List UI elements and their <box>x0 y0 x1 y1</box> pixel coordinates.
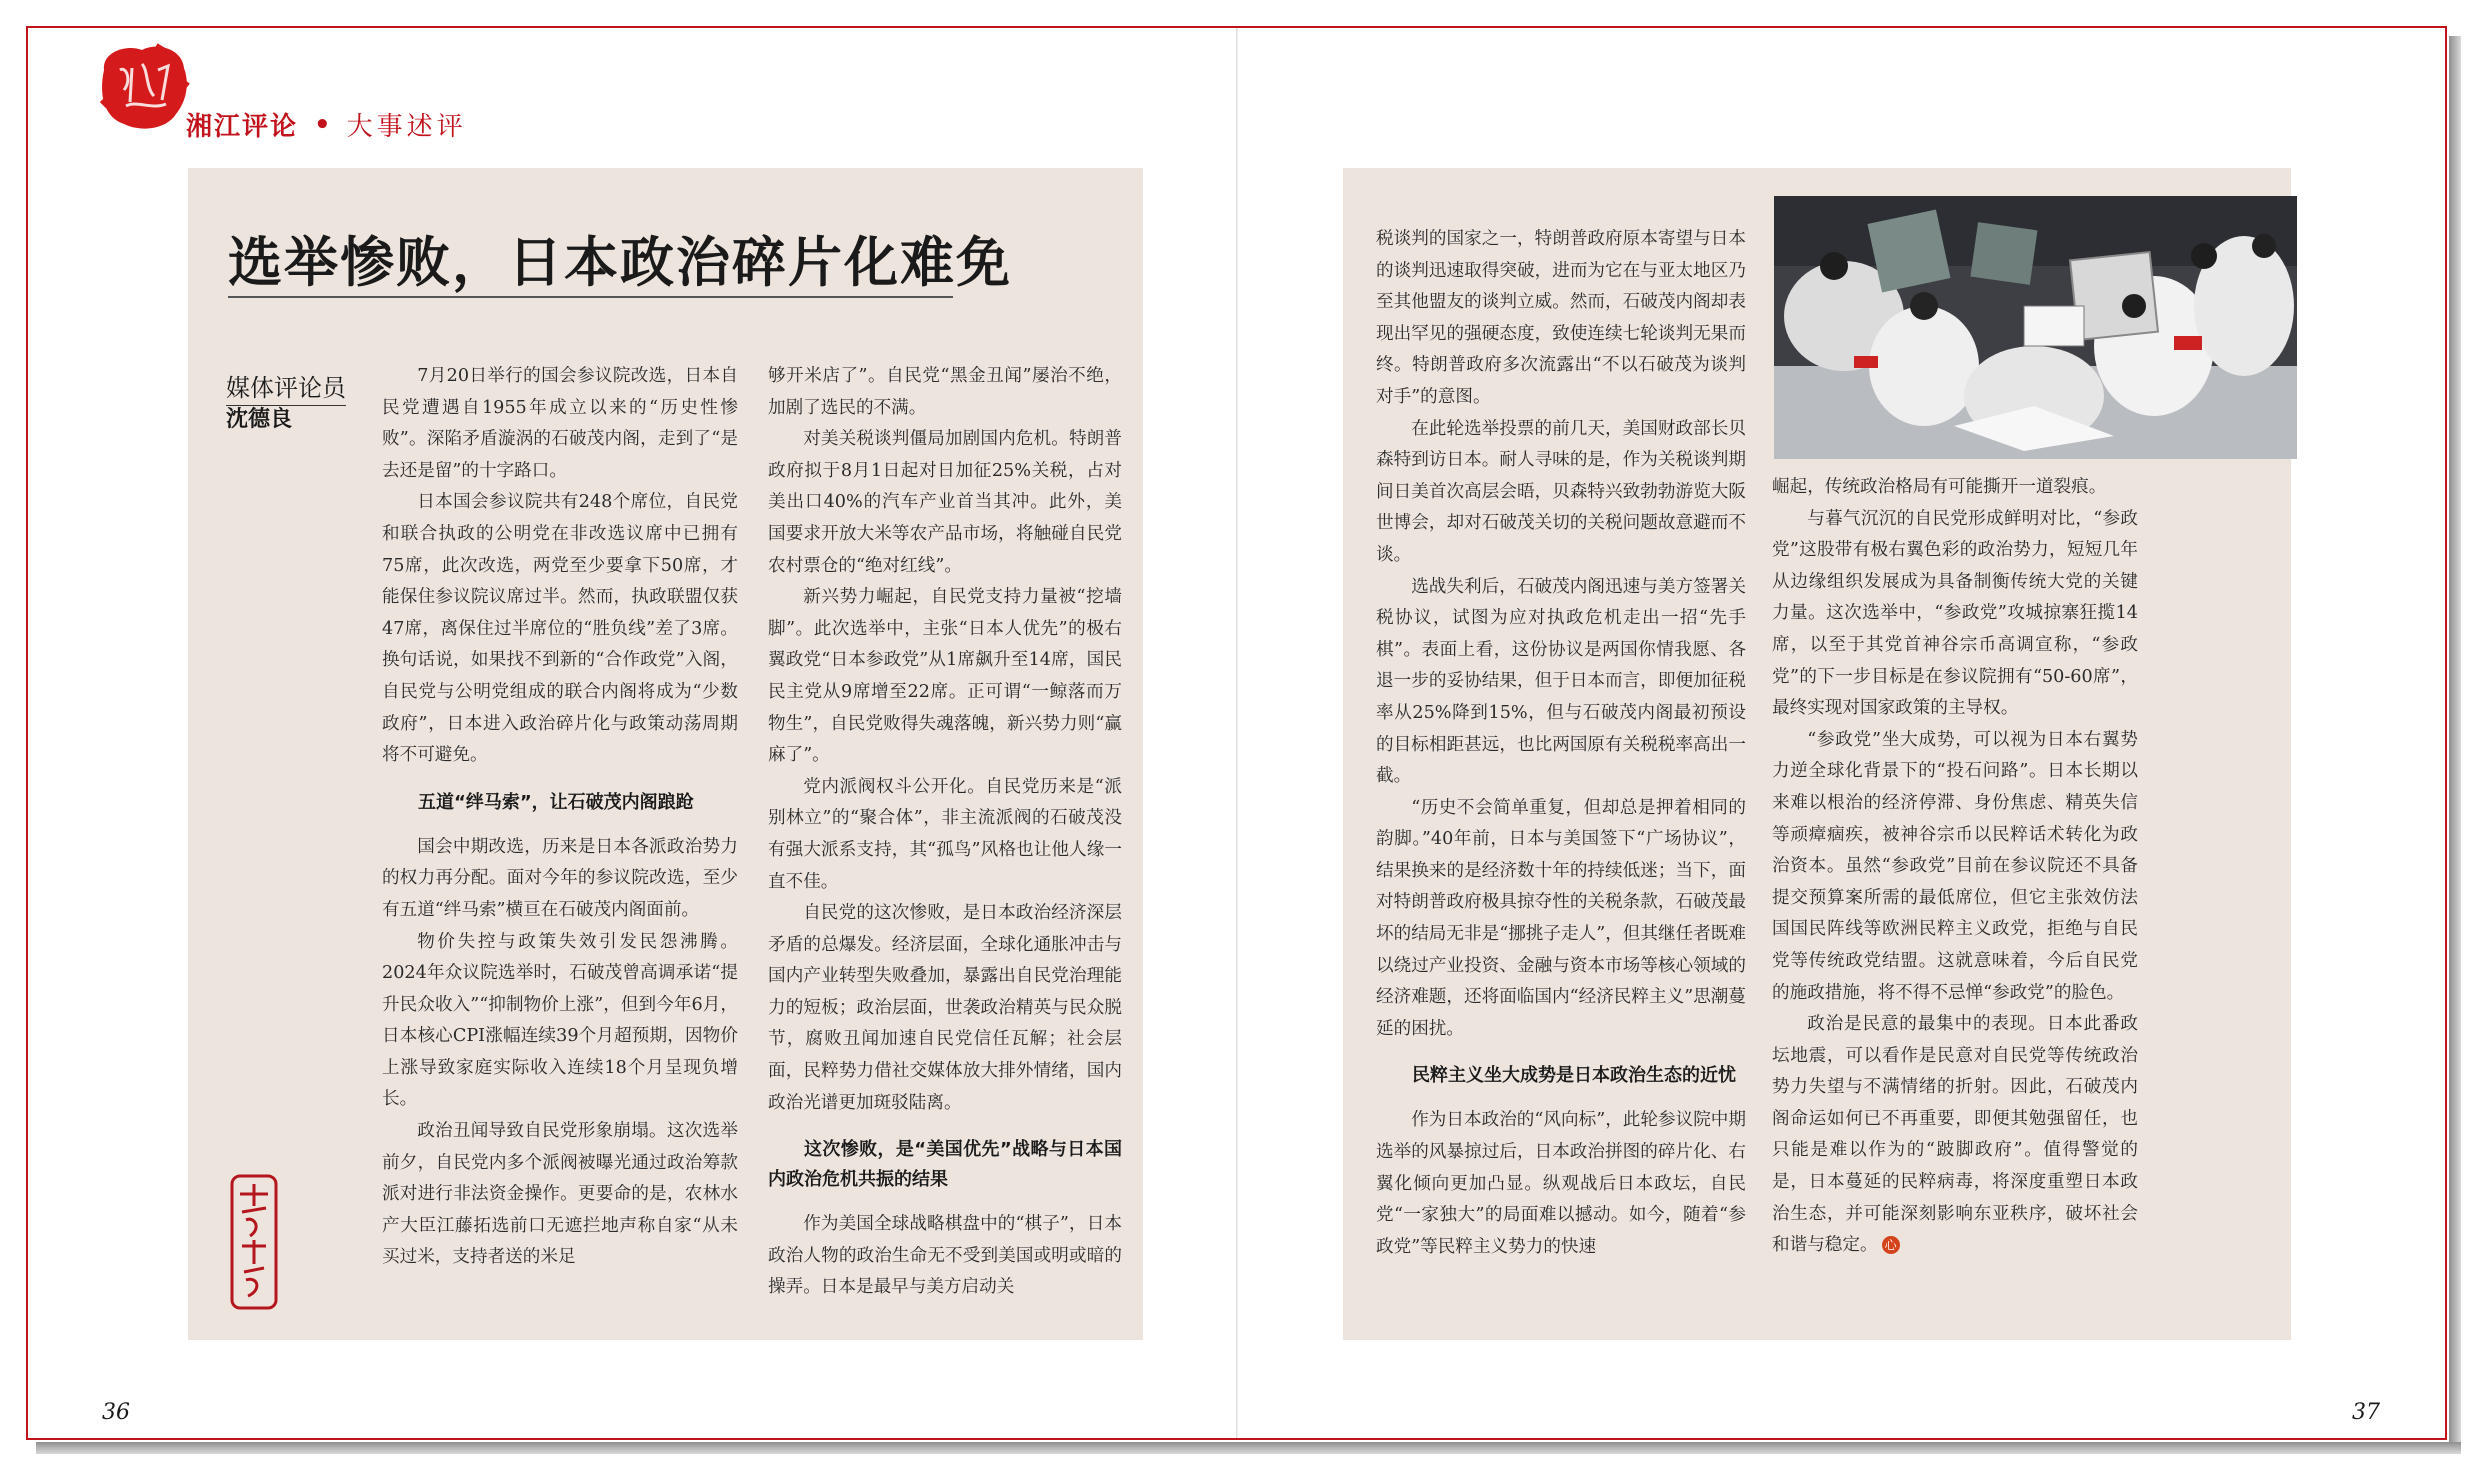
paragraph: 国会中期改选，历来是日本各派政治势力的权力再分配。面对今年的参议院改选，至少有五道“绊马索”横亘在石破茂内阁面前。 <box>382 836 738 920</box>
section-name: 大事述评 <box>346 112 467 142</box>
article-column-2 <box>768 361 1122 1323</box>
author-role: 媒体评论员 <box>226 368 346 406</box>
article-column-3 <box>1376 224 1746 1324</box>
magazine-brand: 湘江评论 <box>186 112 299 142</box>
paragraph: 作为美国全球战略棋盘中的“棋子”，日本政治人物的政治生命无不受到美国或明或暗的操弄。日本是最早与美方启动关 <box>768 1214 1122 1298</box>
page-shadow-bottom <box>36 1442 2461 1454</box>
paragraph <box>1772 1009 2138 1262</box>
paragraph-continued: 崛起，传统政治格局有可能撕开一道裂痕。 <box>1772 477 2107 497</box>
section-heading: 这次惨败，是“美国优先”战略与日本国内政治危机共振的结果 <box>768 1139 1122 1191</box>
paragraph: 7月20日举行的国会参议院改选，日本自民党遭遇自1955年成立以来的“历史性惨败”。深陷矛盾漩涡的石破茂内阁，走到了“是去还是留”的十字路口。 <box>382 366 738 481</box>
paragraph: 与暮气沉沉的自民党形成鲜明对比，“参政党”这股带有极右翼色彩的政治势力，短短几年从边缘组织发展成为具备制衡传统大党的关键力量。这次选举中，“参政党”攻城掠寨狂揽14席，以至于其党首神谷宗币高调宣称，“参政党”的下一步目标是在参议院拥有“50-60席”，最终实现对国家政策的主导权。 <box>1772 508 2138 719</box>
running-header <box>186 106 467 143</box>
paragraph: 自民党的这次惨败，是日本政治经济深层矛盾的总爆发。经济层面，全球化通胀冲击与国内产业转型失败叠加，暴露出自民党治理能力的短板；政治层面，世袭政治精英与民众脱节，腐败丑闻加速自民党信任瓦解；社会层面，民粹势力借社交媒体放大排外情绪，国内政治光谱更加斑驳陆离。 <box>768 903 1122 1113</box>
spread-gutter <box>1236 28 1238 1438</box>
paragraph: “历史不会简单重复，但却总是押着相同的韵脚。”40年前，日本与美国签下“广场协议”，结果换来的是经济数十年的持续低迷；当下，面对特朗普政府极具掠夺性的关税条款，石破茂最坏的结局无非是“挪挑子走人”，但其继任者既难以绕过产业投资、金融与资本市场等核心领域的经济难题，还将面临国内“经济民粹主义”思潮蔓延的困扰。 <box>1376 797 1746 1039</box>
article-column-4 <box>1772 472 2138 1324</box>
paragraph: 在此轮选举投票的前几天，美国财政部长贝森特到访日本。耐人寻味的是，作为关税谈判期间日美首次高层会晤，贝森特兴致勃勃游览大阪世博会，却对石破茂关切的关税问题故意避而不谈。 <box>1376 418 1746 565</box>
vote-counting-photo <box>1774 196 2297 459</box>
page-number-right: 37 <box>2352 1400 2380 1425</box>
paragraph: 对美关税谈判僵局加剧国内危机。特朗普政府拟于8月1日起对日加征25%关税，占对美出口40%的汽车产业首当其冲。此外，美国要求开放大米等农产品市场，将触碰自民党农村票仓的“绝对红线”。 <box>768 429 1122 576</box>
news-commentary-seal-logo <box>96 40 191 135</box>
paragraph-continued: 够开米店了”。自民党“黑金丑闻”屡治不绝，加剧了选民的不满。 <box>768 366 1122 418</box>
paragraph-text: 政治是民意的最集中的表现。日本此番政坛地震，可以看作是民意对自民党等传统政治势力失望与不满情绪的折射。因此，石破茂内阁命运如何已不再重要，即便其勉强留任，也只能是难以作为的“跛脚政府”。值得警觉的是，日本蔓延的民粹病毒，将深度重塑日本政治生态，并可能深刻影响东亚秩序，破坏社会和谐与稳定。 <box>1772 1014 2138 1256</box>
paragraph: 作为日本政治的“风向标”，此轮参议院中期选举的风暴掠过后，日本政治拼图的碎片化、右翼化倾向更加凸显。纵观战后日本政坛，自民党“一家独大”的局面难以撼动。如今，随着“参政党”等民粹主义势力的快速 <box>1376 1110 1746 1257</box>
header-separator: • <box>314 109 331 140</box>
paragraph: 选战失利后，石破茂内阁迅速与美方签署关税协议，试图为应对执政危机走出一招“先手棋”。表面上看，这份协议是两国你情我愿、各退一步的妥协结果，但于日本而言，即便加征税率从25%降到15%，但与石破茂内阁最初预设的目标相距甚远，也比两国原有关税税率高出一截。 <box>1376 576 1746 787</box>
end-of-article-icon: 心 <box>1882 1236 1900 1254</box>
paragraph: 日本国会参议院共有248个席位，自民党和联合执政的公明党在非改选议席中已拥有75席，此次改选，两党至少要拿下50席，才能保住参议院议席过半。然而，执政联盟仅获47席，离保住过半席位的“胜负线”差了3席。换句话说，如果找不到新的“合作政党”入阁，自民党与公明党组成的联合内阁将成为“少数政府”，日本进入政治碎片化与政策动荡周期将不可避免。 <box>382 492 738 766</box>
section-heading: 民粹主义坐大成势是日本政治生态的近忧 <box>1412 1065 1736 1087</box>
author-name: 沈德良 <box>226 407 293 432</box>
paragraph-continued: 税谈判的国家之一，特朗普政府原本寄望与日本的谈判迅速取得突破，进而为它在与亚太地区乃至其他盟友的谈判立威。然而，石破茂内阁却表现出罕见的强硬态度，致使连续七轮谈判无果而终。特朗普政府多次流露出“不以石破茂为谈判对手”的意图。 <box>1376 229 1746 407</box>
paragraph: 政治丑闻导致自民党形象崩塌。这次选举前夕，自民党内多个派阀被曝光通过政治筹款派对进行非法资金操作。更要命的是，农林水产大臣江藤拓选前口无遮拦地声称自家“从未买过米，支持者送的米足 <box>382 1121 738 1268</box>
paragraph: 物价失控与政策失效引发民怨沸腾。2024年众议院选举时，石破茂曾高调承诺“提升民众收入”“抑制物价上涨”，但到今年6月，日本核心CPI涨幅连续39个月超预期，因物价上涨导致家庭实际收入连续18个月呈现负增长。 <box>382 931 738 1110</box>
title-underline <box>228 296 953 298</box>
paragraph: 党内派阀权斗公开化。自民党历来是“派别林立”的“聚合体”，非主流派阀的石破茂没有强大派系支持，其“孤鸟”风格也让他人缘一直不佳。 <box>768 776 1122 892</box>
paragraph: 新兴势力崛起，自民党支持力量被“挖墙脚”。此次选举中，主张“日本人优先”的极右翼政党“日本参政党”从1席飙升至14席，国民民主党从9席增至22席。正可谓“一鲸落而万物生”，自民党败得失魂落魄，新兴势力则“赢麻了”。 <box>768 587 1122 766</box>
article-title: 选举惨败，日本政治碎片化难免 <box>228 230 1012 294</box>
page-number-left: 36 <box>102 1400 130 1425</box>
column-seal-stamp <box>228 1172 280 1312</box>
article-column-1 <box>382 361 738 1323</box>
section-heading: 五道“绊马索”，让石破茂内阁踉跄 <box>418 791 694 813</box>
paragraph: “参政党”坐大成势，可以视为日本右翼势力逆全球化背景下的“投石问路”。日本长期以来难以根治的经济停滞、身份焦虑、精英失信等顽瘴痼疾，被神谷宗币以民粹话术转化为政治资本。虽然“参政党”目前在参议院还不具备提交预算案所需的最低席位，但它主张效仿法国国民阵线等欧洲民粹主义政党，拒绝与自民党等传统政党结盟。这就意味着，今后自民党的施政措施，将不得不忌惮“参政党”的脸色。 <box>1772 729 2138 1003</box>
page-shadow-right <box>2449 36 2461 1448</box>
